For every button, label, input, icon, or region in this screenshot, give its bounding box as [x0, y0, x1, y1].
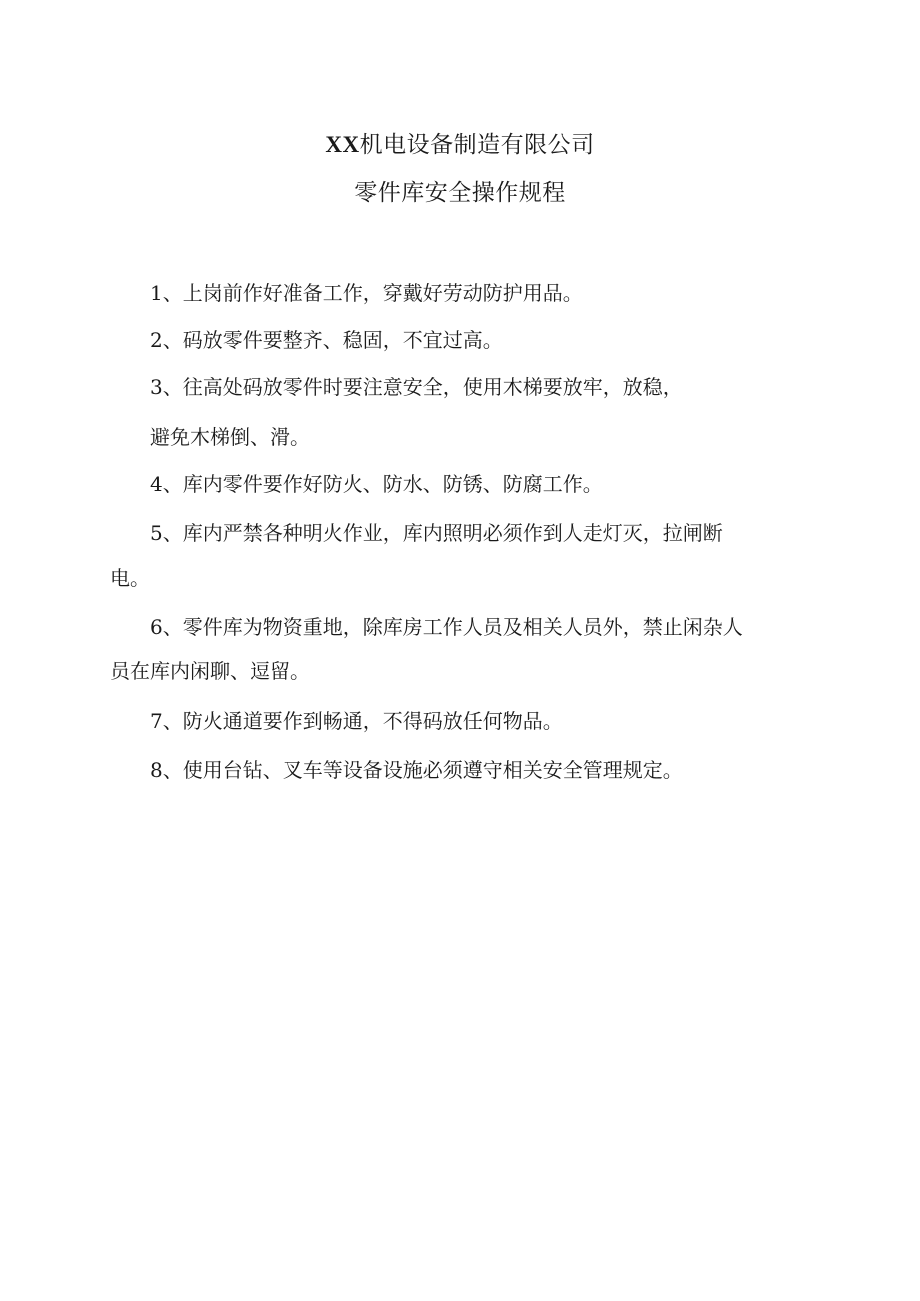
- rule-line: 电。: [110, 566, 150, 590]
- rule-line: 1、上岗前作好准备工作，穿戴好劳动防护用品。: [150, 281, 583, 305]
- rule-line: 6、零件库为物资重地，除库房工作人员及相关人员外，禁止闲杂人: [150, 615, 743, 639]
- rule-line: 5、库内严禁各种明火作业，库内照明必须作到人走灯灭，拉闸断: [150, 521, 723, 545]
- rule-line: 4、库内零件要作好防火、防水、防锈、防腐工作。: [150, 472, 603, 496]
- company-prefix: XX: [325, 132, 360, 157]
- rule-line: 2、码放零件要整齐、稳固，不宜过高。: [150, 328, 503, 352]
- rule-line: 避免木梯倒、滑。: [150, 425, 310, 449]
- rule-line: 7、防火通道要作到畅通，不得码放任何物品。: [150, 709, 563, 733]
- rule-line: 3、往高处码放零件时要注意安全，使用木梯要放牢，放稳，: [150, 375, 683, 399]
- company-title: [0, 128, 920, 162]
- rule-line: 8、使用台钻、叉车等设备设施必须遵守相关安全管理规定。: [150, 758, 683, 782]
- rule-line: 员在库内闲聊、逗留。: [110, 659, 310, 683]
- company-name: 机电设备制造有限公司: [359, 132, 595, 158]
- document-title: 零件库安全操作规程: [354, 180, 566, 206]
